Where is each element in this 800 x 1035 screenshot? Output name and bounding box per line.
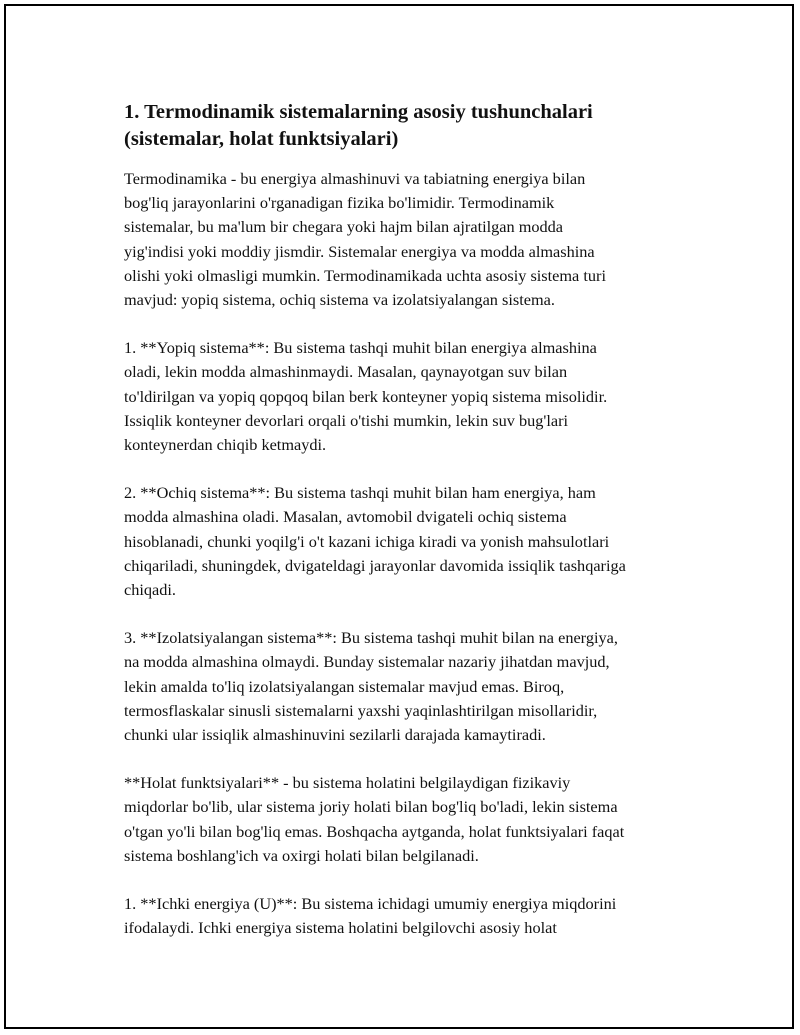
- document-title: 1. Termodinamik sistemalarning asosiy tushunchalari (sistemalar, holat funktsiyalari): [124, 101, 593, 150]
- internal-energy-paragraph: 1. **Ichki energiya (U)**: Bu sistema ichidagi umumiy energiya miqdorini ifodalaydi. Ichki energiya sistema holatini belgilovchi asosiy holat: [124, 894, 617, 938]
- closed-system-paragraph: 1. **Yopiq sistema**: Bu sistema tashqi muhit bilan energiya almashina oladi, lekin modda almashinmaydi. Masalan, qaynayotgan suv bilan to'ldirilgan va yopiq qopqoq bilan berk konteyner yopiq sistema misolidir. Issiqlik konteyner devorlari orqali o'tishi mumkin, lekin suv bug'lari konteynerdan chiqib ketmaydi.: [124, 338, 608, 455]
- isolated-system-paragraph: 3. **Izolatsiyalangan sistema**: Bu sistema tashqi muhit bilan na energiya, na modda almashina olmaydi. Bunday sistemalar nazariy jihatdan mavjud, lekin amalda to'liq izolatsiyalangan sistemalar mavjud emas. Biroq, termosflaskalar sinusli sistemalarni yaxshi yaqinlashtirilgan misollaridir, chunki ular issiqlik almashinuvini sezilarli darajada kamaytiradi.: [124, 628, 618, 745]
- document-body: [124, 99, 704, 964]
- page-frame: [4, 4, 794, 1029]
- state-functions-paragraph: **Holat funktsiyalari** - bu sistema holatini belgilaydigan fizikaviy miqdorlar bo'lib, ular sistema joriy holati bilan bog'liq bo'ladi, lekin sistema o'tgan yo'li bilan bog'liq emas. Boshqacha aytganda, holat funktsiyalari faqat sistema boshlang'ich va oxirgi holati bilan belgilanadi.: [124, 773, 625, 865]
- open-system-paragraph: 2. **Ochiq sistema**: Bu sistema tashqi muhit bilan ham energiya, ham modda almashina oladi. Masalan, avtomobil dvigateli ochiq sistema hisoblanadi, chunki yoqilg'i o't kazani ichiga kiradi va yonish mahsulotlari chiqariladi, shuningdek, dvigateldagi jarayonlar davomida issiqlik tashqariga chiqadi.: [124, 483, 626, 600]
- intro-paragraph: Termodinamika - bu energiya almashinuvi va tabiatning energiya bilan bog'liq jarayonlarini o'rganadigan fizika bo'limidir. Termodinamik sistemalar, bu ma'lum bir chegara yoki hajm bilan ajratilgan modda yig'indisi yoki moddiy jismdir. Sistemalar energiya va modda almashina olishi yoki olmasligi mumkin. Termodinamikada uchta asosiy sistema turi mavjud: yopiq sistema, ochiq sistema va izolatsiyalangan sistema.: [124, 169, 606, 310]
